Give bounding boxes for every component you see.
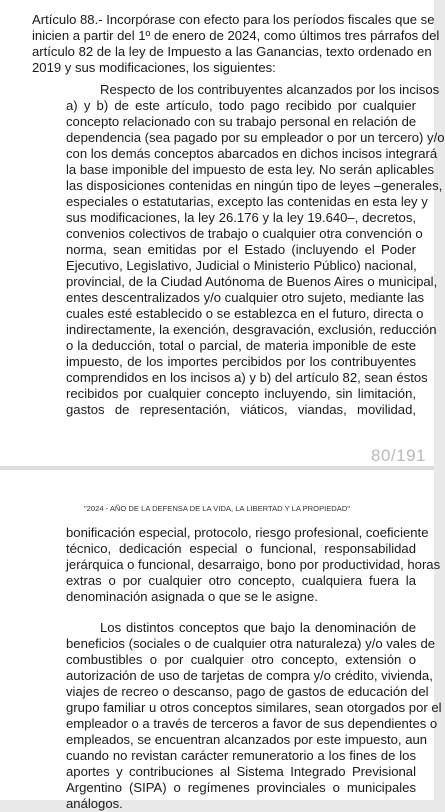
text-line: jerárquica o funcional, desarraigo, bono por productividad, horas — [66, 557, 441, 572]
text-line: bonificación especial, protocolo, riesgo profesional, coeficiente — [66, 525, 429, 540]
text-line: sus modificaciones, la ley 26.176 y la ley 19.640–, decretos, — [66, 210, 416, 225]
text-line: 2019 y sus modificaciones, los siguientes: — [32, 60, 276, 75]
text-line: Respecto de los contribuyentes alcanzados por los incisos — [100, 82, 440, 97]
page-header-motto: "2024 - AÑO DE LA DEFENSA DE LA VIDA, LA LIBERTAD Y LA PROPIEDAD" — [83, 504, 351, 513]
text-line: aportes y contribuciones al Sistema Integrado Previsional — [66, 764, 416, 779]
text-line: o la deducción, total o parcial, de materia imponible de este — [66, 338, 416, 353]
text-line: empleador o a través de terceros a favor de sus dependientes o — [66, 716, 438, 731]
text-line: extras o por cualquier otro concepto, cualquiera fuera la — [66, 573, 416, 588]
continuation-paragraph — [66, 525, 441, 605]
document-page-81 — [0, 470, 442, 811]
text-line: con los demás conceptos abarcados en dichos incisos integrará — [66, 146, 438, 161]
text-line: viajes de recreo o descanso, pago de gastos de educación del — [66, 684, 429, 699]
text-line: denominación asignada o que se le asigne. — [66, 589, 318, 604]
text-line: Artículo 88.- Incorpórase con efecto para los períodos fiscales que se — [32, 12, 435, 27]
text-line: empleados, se encuentran alcanzados por este impuesto, aun — [66, 732, 428, 747]
text-line: entes descentralizados y/o cualquier otro sujeto, mediante las — [66, 290, 425, 305]
text-line: Los distintos conceptos que bajo la denominación de — [100, 620, 416, 635]
incorporated-paragraph-1 — [66, 82, 445, 418]
text-line: dependencia (sea pagado por su empleador o por un tercero) y/o — [66, 130, 445, 145]
page-counter: 80/191 — [371, 446, 426, 465]
text-line: las disposiciones contenidas en ningún tipo de leyes –generales, — [66, 178, 443, 193]
text-line: especiales o estatutarias, excepto las contenidas en esta ley y — [66, 194, 428, 209]
text-line: beneficios (sociales o de cualquier otra naturaleza) y/o vales de — [66, 636, 436, 651]
text-line: recibidos por cualquier concepto incluyendo, sin limitación, — [66, 386, 416, 401]
text-line: impuesto, de los importes percibidos por los contribuyentes — [66, 354, 416, 369]
text-line: indirectamente, la exención, desgravación, exclusión, reducción — [66, 322, 437, 337]
text-line: la base imponible del impuesto de esta ley. No serán aplicables — [66, 162, 435, 177]
text-line: concepto relacionado con su trabajo personal en relación de — [66, 114, 417, 129]
text-line: comprendidos en los incisos a) y b) del artículo 82, sean éstos — [66, 370, 428, 385]
text-line: inicien a partir del 1º de enero de 2024, como últimos tres párrafos del — [32, 28, 440, 43]
text-line: norma, sean emitidas por el Estado (incluyendo el Poder — [66, 242, 416, 257]
text-line: convenios colectivos de trabajo o cualquier otra convención o — [66, 226, 423, 241]
text-line: autorización de uso de tarjetas de compra y/o crédito, vivienda, — [66, 668, 433, 683]
text-line: grupo familiar u otros conceptos similares, sean otorgados por el — [66, 700, 442, 715]
text-line: Argentino (SIPA) o regímenes provinciales o municipales — [66, 780, 416, 795]
text-line: técnico, dedicación especial o funcional, responsabilidad — [66, 541, 416, 556]
text-line: gastos de representación, viáticos, viandas, movilidad, — [66, 402, 416, 417]
incorporated-paragraph-2 — [66, 620, 442, 812]
text-line: Ejecutivo, Legislativo, Judicial o Ministerio Público) nacional, — [66, 258, 417, 273]
text-line: combustibles o por cualquier otro concepto, extensión o — [66, 652, 416, 667]
text-line: a) y b) de este artículo, todo pago recibido por cualquier — [66, 98, 416, 113]
text-line: análogos. — [66, 796, 123, 811]
text-line: cuando no revistan carácter remuneratorio a los fines de los — [66, 748, 416, 763]
text-line: artículo 82 de la ley de Impuesto a las Ganancias, texto ordenado en — [32, 44, 432, 59]
article-88-intro — [32, 12, 440, 76]
text-line: cuales esté establecido o se establezca en el futuro, directa o — [66, 306, 424, 321]
text-line: provincial, de la Ciudad Autónoma de Buenos Aires o municipal, — [66, 274, 438, 289]
